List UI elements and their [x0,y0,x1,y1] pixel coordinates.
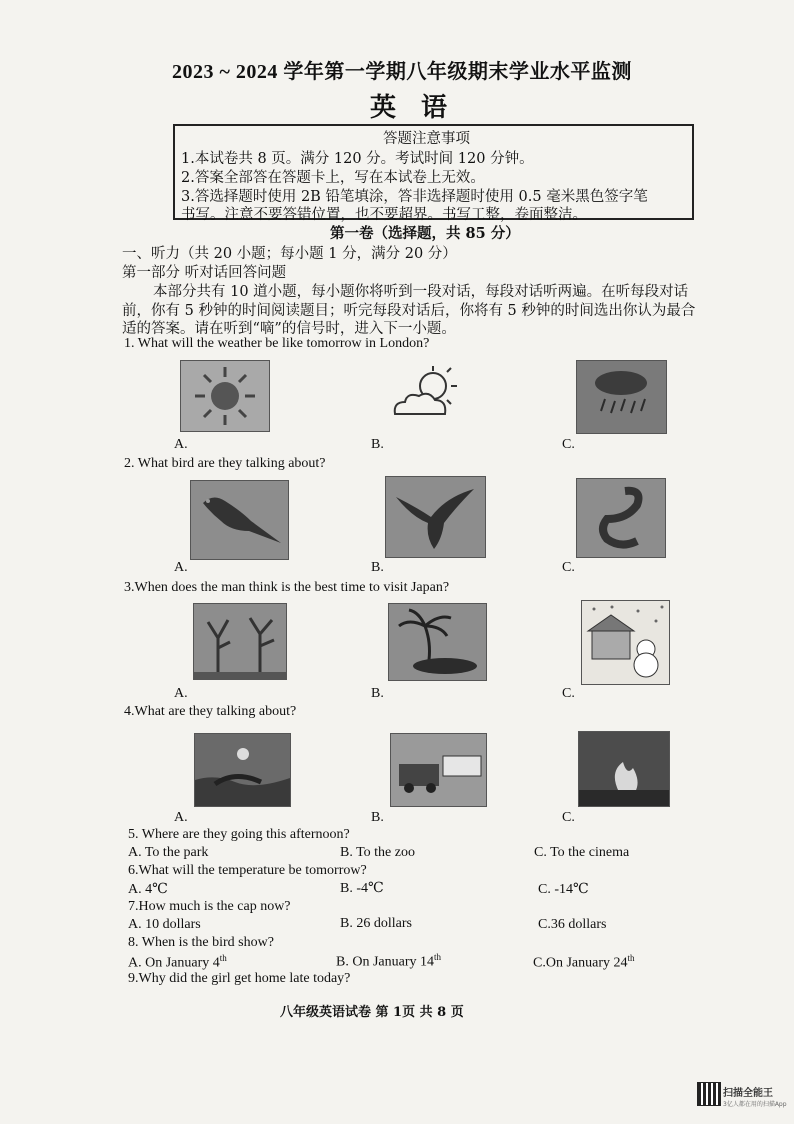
option-c: C. [562,686,575,701]
question-2: 2. What bird are they talking about? [124,456,326,471]
option-b: B. [371,686,384,701]
magpie-icon [190,480,289,560]
intro-line: 本部分共有 10 道小题，每小题你将听到一段对话，每段对话听两遍。在听每段对话 [153,284,689,300]
option-a-text: A. On January 4 [128,955,220,971]
sun-cloud-icon [385,362,467,424]
autumn-trees-icon [193,603,287,680]
sun-icon [180,360,270,432]
fire-icon [578,731,670,807]
option-b: B. [371,560,384,575]
option-b: B. To the zoo [340,845,415,860]
option-b: B. 26 dollars [340,916,412,931]
option-a [128,953,227,972]
option-c: C. [562,437,575,452]
snowman-icon [581,600,670,685]
option-b-suffix: th [434,952,442,962]
notice-line: 2.答案全部答在答题卡上，写在本试卷上无效。 [181,170,485,186]
option-a: A. [174,686,188,701]
option-c-text: C.On January 24 [533,955,628,971]
page-footer: 八年级英语试卷 第 1页 共 8 页 [280,1005,464,1020]
scanner-watermark [723,1084,787,1108]
option-b: B. -4℃ [340,881,384,896]
option-a-suffix: th [219,953,227,963]
question-3: 3.When does the man think is the best time to visit Japan? [124,580,450,595]
question-7: 7.How much is the cap now? [128,899,291,914]
option-a: A. To the park [128,845,209,860]
part-title: 一、听力（共 20 小题；每小题 1 分，满分 20 分） [122,246,457,262]
option-b-text: B. On January 14 [336,954,434,970]
option-b [336,952,441,971]
question-6: 6.What will the temperature be tomorrow? [128,863,367,878]
option-a: A. [174,437,188,452]
option-a: A. [174,560,188,575]
watermark-name: 扫描全能王 [723,1088,773,1099]
volume-heading: 第一卷（选择题，共 85 分） [330,225,520,242]
notice-line: 3.答选择题时使用 2B 铅笔填涂，答非选择题时使用 0.5 毫米黑色签字笔 [181,189,648,205]
beach-palm-icon [388,603,487,681]
question-4: 4.What are they talking about? [124,704,297,719]
option-c: C. -14℃ [538,882,589,897]
option-c: C. [562,560,575,575]
notice-line: 1.本试卷共 8 页。满分 120 分。考试时间 120 分钟。 [181,151,534,167]
question-9: 9.Why did the girl get home late today? [128,971,351,986]
rain-cloud-icon [576,360,667,434]
notice-title: 答题注意事项 [383,131,470,147]
option-a: A. 4℃ [128,882,168,897]
notice-line: 书写。注意不要答错位置，也不要超界。书写工整，卷面整洁。 [181,207,587,223]
question-5: 5. Where are they going this afternoon? [128,827,350,842]
option-c [533,953,635,972]
subject-title: 英 语 [370,93,456,123]
qr-code-icon [697,1082,721,1106]
option-c-suffix: th [627,953,635,963]
option-b: B. [371,810,384,825]
eagle-icon [385,476,486,558]
intro-line: 前，你有 5 秒钟的时间阅读题目；听完每段对话后，你将有 5 秒钟的时间选出你认为最合 [122,303,696,319]
watermark-subtitle: 3亿人都在用的扫描App [723,1101,787,1108]
option-c: C. To the cinema [534,845,630,860]
swan-icon [576,478,666,558]
option-c: C.36 dollars [538,917,607,932]
flood-icon [194,733,291,807]
intro-line: 适的答案。请在听到“嘀”的信号时，进入下一小题。 [122,321,456,337]
subpart-title: 第一部分 听对话回答问题 [122,265,287,281]
option-a: A. 10 dollars [128,917,201,932]
option-c: C. [562,810,575,825]
option-b: B. [371,437,384,452]
question-1: 1. What will the weather be like tomorrow in London? [124,336,430,351]
exam-title: 2023 ~ 2024 学年第一学期八年级期末学业水平监测 [172,61,632,83]
option-a: A. [174,810,188,825]
car-accident-icon [390,733,487,807]
question-8: 8. When is the bird show? [128,935,274,950]
